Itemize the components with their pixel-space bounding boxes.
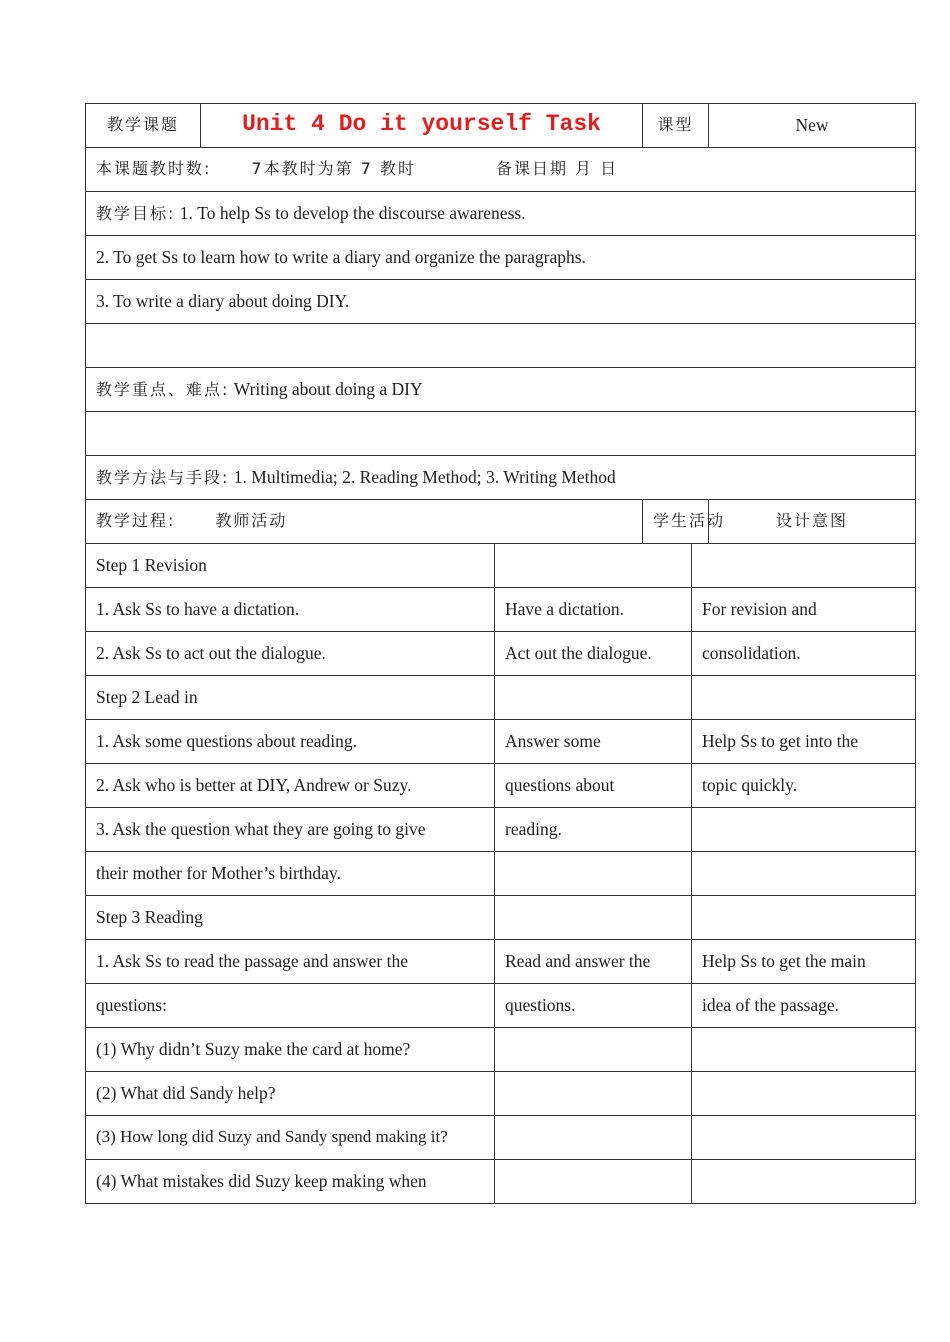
student-activity-cell: questions about [495,764,692,808]
teacher-activity-cell: 2. Ask Ss to act out the dialogue. [86,632,495,676]
student-activity-header: 学生活动 [643,500,709,544]
process-row [86,632,916,676]
process-row [86,1028,916,1072]
design-intent-cell: consolidation. [692,632,916,676]
student-activity-cell: Read and answer the [495,940,692,984]
teacher-activity-header: 教师活动 [215,511,288,530]
date-label: 备课日期 月 日 [495,159,619,178]
process-row [86,896,916,940]
student-activity-cell: Answer some [495,720,692,764]
student-activity-cell [495,544,692,588]
student-activity-cell [495,1028,692,1072]
process-row [86,1072,916,1116]
teacher-activity-cell: 2. Ask who is better at DIY, Andrew or Suzy. [86,764,495,808]
process-row [86,1160,916,1204]
process-row [86,676,916,720]
teacher-activity-cell: 1. Ask Ss to read the passage and answer the [86,940,495,984]
process-row [86,984,916,1028]
teacher-activity-cell: (1) Why didn’t Suzy make the card at home? [86,1028,495,1072]
blank-row [86,412,916,456]
student-activity-cell: Have a dictation. [495,588,692,632]
design-intent-cell [692,544,916,588]
teacher-activity-cell: (4) What mistakes did Suzy keep making when [86,1160,495,1204]
type-value: New [709,104,916,148]
objective-row [86,192,916,236]
process-row [86,764,916,808]
lesson-plan-table [85,103,916,544]
process-row [86,808,916,852]
teacher-activity-cell: Step 3 Reading [86,896,495,940]
design-intent-cell [692,1160,916,1204]
teacher-activity-cell: 3. Ask the question what they are going to give [86,808,495,852]
teacher-activity-cell: Step 2 Lead in [86,676,495,720]
teacher-activity-cell: (3) How long did Suzy and Sandy spend making it? [86,1116,495,1160]
meta-row [86,148,916,192]
design-intent-cell [692,852,916,896]
objective-item: 1. To help Ss to develop the discourse awareness. [179,203,526,223]
student-activity-cell [495,1160,692,1204]
student-activity-cell [495,1116,692,1160]
objectives-label: 教学目标: [96,204,176,223]
design-intent-cell [692,1028,916,1072]
methods-text: 1. Multimedia; 2. Reading Method; 3. Writing Method [233,467,616,487]
design-intent-cell: idea of the passage. [692,984,916,1028]
methods-label: 教学方法与手段: [96,468,230,487]
design-intent-header: 设计意图 [709,500,916,544]
design-intent-cell [692,808,916,852]
objective-row [86,236,916,280]
process-row [86,940,916,984]
periods-value: 7本教时为第 7 教时 [251,159,416,178]
design-intent-cell [692,1116,916,1160]
student-activity-cell: questions. [495,984,692,1028]
objective-item: 2. To get Ss to learn how to write a diary and organize the paragraphs. [86,236,916,280]
teacher-activity-cell: their mother for Mother’s birthday. [86,852,495,896]
methods-row [86,456,916,500]
key-points-label: 教学重点、难点: [96,380,230,399]
lesson-title: Unit 4 Do it yourself Task [201,104,643,148]
key-points-text: Writing about doing a DIY [233,379,423,399]
process-row [86,720,916,764]
blank-row [86,324,916,368]
teacher-activity-cell: Step 1 Revision [86,544,495,588]
student-activity-cell [495,852,692,896]
design-intent-cell: For revision and [692,588,916,632]
process-row [86,852,916,896]
design-intent-cell: topic quickly. [692,764,916,808]
student-activity-cell: reading. [495,808,692,852]
header-row [86,104,916,148]
design-intent-cell: Help Ss to get the main [692,940,916,984]
process-label: 教学过程: [96,511,176,530]
process-row [86,588,916,632]
student-activity-cell [495,1072,692,1116]
student-activity-cell: Act out the dialogue. [495,632,692,676]
process-row [86,1116,916,1160]
objective-row [86,280,916,324]
process-row [86,544,916,588]
topic-label: 教学课题 [86,104,201,148]
student-activity-cell [495,896,692,940]
teacher-activity-cell: questions: [86,984,495,1028]
key-points-row [86,368,916,412]
design-intent-cell: Help Ss to get into the [692,720,916,764]
teacher-activity-cell: 1. Ask Ss to have a dictation. [86,588,495,632]
design-intent-cell [692,676,916,720]
teacher-activity-cell: 1. Ask some questions about reading. [86,720,495,764]
periods-label: 本课题教时数: [96,159,212,178]
student-activity-cell [495,676,692,720]
objective-item: 3. To write a diary about doing DIY. [86,280,916,324]
design-intent-cell [692,896,916,940]
type-label: 课型 [643,104,709,148]
lesson-plan-sheet [85,103,915,1204]
teacher-activity-cell: (2) What did Sandy help? [86,1072,495,1116]
design-intent-cell [692,1072,916,1116]
process-header-row [86,500,916,544]
process-table [85,543,916,1204]
